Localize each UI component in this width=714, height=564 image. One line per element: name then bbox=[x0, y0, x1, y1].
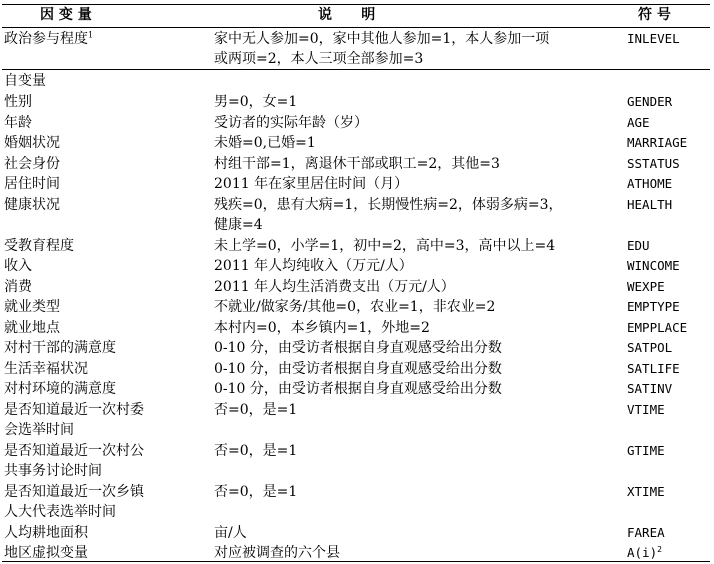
dependent-code: INLEVEL bbox=[627, 31, 680, 46]
variable-description: 对应被调查的六个县 bbox=[214, 545, 340, 561]
section-label-independent: 自变量 bbox=[4, 73, 46, 89]
dependent-description-line2: 或两项=2，本人三项全部参加=3 bbox=[214, 51, 424, 67]
variable-name: 人均耕地面积 bbox=[4, 524, 88, 541]
variable-name: 就业地点 bbox=[4, 319, 60, 336]
variable-description: 否=0，是=1 bbox=[214, 483, 298, 500]
dependent-rule bbox=[2, 69, 710, 70]
variable-code: AGE bbox=[627, 114, 650, 130]
variable-code: XTIME bbox=[627, 483, 665, 499]
bottom-rule bbox=[2, 561, 710, 562]
variable-code: SATINV bbox=[627, 381, 673, 396]
variable-code: $A(i)^2$ bbox=[627, 544, 662, 560]
variable-description: 未婚=0,已婚=1 bbox=[214, 135, 316, 151]
variable-description: 受访者的实际年龄（岁） bbox=[214, 114, 368, 131]
variable-description: 亩/人 bbox=[214, 524, 247, 541]
variable-description: 2011 年人均纯收入（万元/人） bbox=[214, 258, 413, 274]
dependent-description-line1: 家中无人参加=0，家中其他人参加=1，本人参加一项 bbox=[214, 31, 550, 47]
variable-description: 男=0，女=1 bbox=[214, 94, 298, 110]
variable-code: FAREA bbox=[627, 524, 665, 540]
variable-name: 居住时间 bbox=[4, 176, 60, 192]
variable-description-cont: 健康=4 bbox=[214, 217, 263, 233]
variable-code: SATPOL bbox=[627, 340, 673, 355]
variable-description: 2011 年在家里居住时间（月） bbox=[214, 176, 409, 192]
dependent-variable-name bbox=[4, 29, 93, 49]
footnote-marker: 1 bbox=[88, 30, 94, 40]
header-symbol: 符 号 bbox=[638, 7, 671, 23]
variable-code: WEXPE bbox=[627, 278, 665, 294]
variable-code: EMPTYPE bbox=[627, 299, 680, 314]
header-rule bbox=[2, 27, 710, 28]
variable-description: 0-10 分，由受访者根据自身直观感受给出分数 bbox=[214, 381, 502, 397]
variable-name-cont: 会选举时间 bbox=[4, 422, 74, 438]
variable-description: 残疾=0，患有大病=1，长期慢性病=2，体弱多病=3， bbox=[214, 196, 563, 213]
variable-code: GENDER bbox=[627, 94, 673, 109]
variable-description: 0-10 分，由受访者根据自身直观感受给出分数 bbox=[214, 360, 502, 377]
variable-name: 对村干部的满意度 bbox=[4, 340, 116, 356]
variable-description: 0-10 分，由受访者根据自身直观感受给出分数 bbox=[214, 340, 502, 356]
variable-description: 不就业/做家务/其他=0，农业=1，非农业=2 bbox=[214, 299, 496, 315]
variable-description: 未上学=0，小学=1，初中=2，高中=3，高中以上=4 bbox=[214, 237, 556, 254]
variable-name: 受教育程度 bbox=[4, 237, 74, 254]
variable-name: 婚姻状况 bbox=[4, 135, 60, 151]
variable-code: HEALTH bbox=[627, 196, 673, 212]
variable-description: 否=0，是=1 bbox=[214, 401, 298, 418]
variable-name-cont: 共事务讨论时间 bbox=[4, 463, 102, 479]
footnote-marker: 2 bbox=[657, 544, 662, 554]
variable-name: 性别 bbox=[4, 94, 32, 110]
variable-name: 是否知道最近一次乡镇 bbox=[4, 483, 144, 500]
variable-code: SSTATUS bbox=[627, 155, 680, 171]
variable-name: 是否知道最近一次村委 bbox=[4, 401, 144, 418]
variable-name: 就业类型 bbox=[4, 299, 60, 315]
variable-description: 村组干部=1，离退休干部或职工=2，其他=3 bbox=[214, 155, 500, 172]
variable-code: EMPPLACE bbox=[627, 319, 688, 335]
header-dependent-variable: 因 变 量 bbox=[40, 7, 92, 23]
variable-code: SATLIFE bbox=[627, 360, 680, 376]
header-description: 说 明 bbox=[318, 7, 376, 23]
variable-description: 2011 年人均生活消费支出（万元/人） bbox=[214, 278, 455, 295]
variable-description: 本村内=0，本乡镇内=1，外地=2 bbox=[214, 319, 430, 336]
variable-name: 对村环境的满意度 bbox=[4, 381, 116, 397]
variable-code: MARRIAGE bbox=[627, 135, 688, 150]
variable-description: 否=0，是=1 bbox=[214, 442, 298, 459]
variable-code: VTIME bbox=[627, 401, 665, 417]
variable-code: EDU bbox=[627, 237, 650, 253]
variable-name: 生活幸福状况 bbox=[4, 360, 88, 377]
variable-name: 健康状况 bbox=[4, 196, 60, 213]
variable-name: 地区虚拟变量 bbox=[4, 545, 88, 561]
variable-name: 消费 bbox=[4, 278, 32, 295]
variable-name-cont: 人大代表选举时间 bbox=[4, 504, 116, 520]
variable-code: ATHOME bbox=[627, 176, 673, 191]
dependent-name-text: 政治参与程度 bbox=[4, 31, 88, 47]
variable-name: 是否知道最近一次村公 bbox=[4, 442, 144, 459]
variable-name: 收入 bbox=[4, 258, 32, 274]
variable-name: 年龄 bbox=[4, 114, 32, 131]
variable-code: WINCOME bbox=[627, 258, 680, 273]
variable-code: GTIME bbox=[627, 442, 665, 458]
variable-name: 社会身份 bbox=[4, 155, 60, 172]
